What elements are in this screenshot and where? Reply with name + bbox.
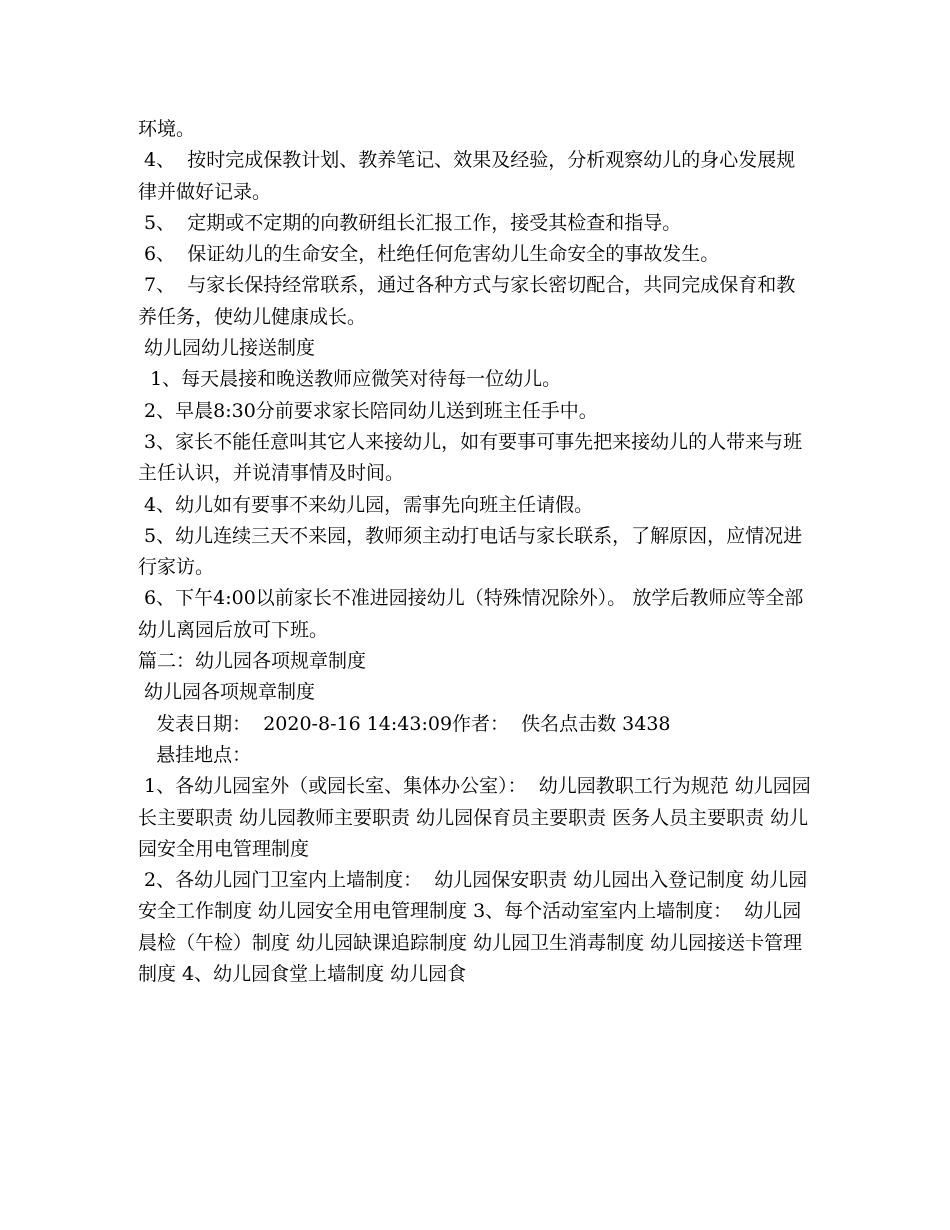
paragraph: 1、各幼儿园室外（或园长室、集体办公室）： 幼儿园教职工行为规范 幼儿园园长主要职责 幼儿园教师主要职责 幼儿园保育员主要职责 医务人员主要职责 幼儿园安全用电管理制度: [138, 775, 811, 860]
paragraph: 悬挂地点：: [138, 743, 252, 766]
paragraph: 1、每天晨接和晚送教师应微笑对待每一位幼儿。: [138, 368, 562, 391]
publish-info: 发表日期： 2020-8-16 14:43:09作者： 佚名点击数 3438: [138, 712, 671, 735]
section-heading: 幼儿园幼儿接送制度: [138, 337, 316, 360]
paragraph: 7、 与家长保持经常联系，通过各种方式与家长密切配合，共同完成保育和教养任务，使幼儿健康成长。: [138, 274, 796, 328]
paragraph: 6、 保证幼儿的生命安全，杜绝任何危害幼儿生命安全的事故发生。: [138, 243, 720, 266]
paragraph: 6、下午4:00以前家长不准进园接幼儿（特殊情况除外）。 放学后教师应等全部幼儿离园后放可下班。: [138, 587, 804, 641]
paragraph: 3、家长不能任意叫其它人来接幼儿，如有要事可事先把来接幼儿的人带来与班主任认识，并说清事情及时间。: [138, 430, 803, 485]
paragraph: 5、幼儿连续三天不来园，教师须主动打电话与家长联系，了解原因，应情况进行家访。: [138, 524, 803, 579]
paragraph: 2、各幼儿园门卫室内上墙制度： 幼儿园保安职责 幼儿园出入登记制度 幼儿园安全工作制度 幼儿园安全用电管理制度 3、每个活动室室内上墙制度： 幼儿园晨检（午检）制度 幼儿园缺课追踪制度 幼儿园卫生消毒制度 幼儿园接送卡管理制度 4、幼儿园食堂上墙制度 幼儿园食: [138, 869, 808, 986]
document-body: [138, 114, 814, 990]
paragraph: 4、幼儿如有要事不来幼儿园，需事先向班主任请假。: [138, 493, 594, 516]
chapter-heading: 篇二：幼儿园各项规章制度: [138, 650, 367, 673]
paragraph: 4、 按时完成保教计划、教养笔记、效果及经验，分析观察幼儿的身心发展规律并做好记录。: [138, 149, 796, 203]
section-heading: 幼儿园各项规章制度: [138, 681, 316, 704]
paragraph: 5、 定期或不定期的向教研组长汇报工作，接受其检查和指导。: [138, 211, 682, 234]
paragraph: 2、早晨8:30分前要求家长陪同幼儿送到班主任手中。: [138, 399, 598, 422]
paragraph: 环境。: [138, 118, 196, 140]
